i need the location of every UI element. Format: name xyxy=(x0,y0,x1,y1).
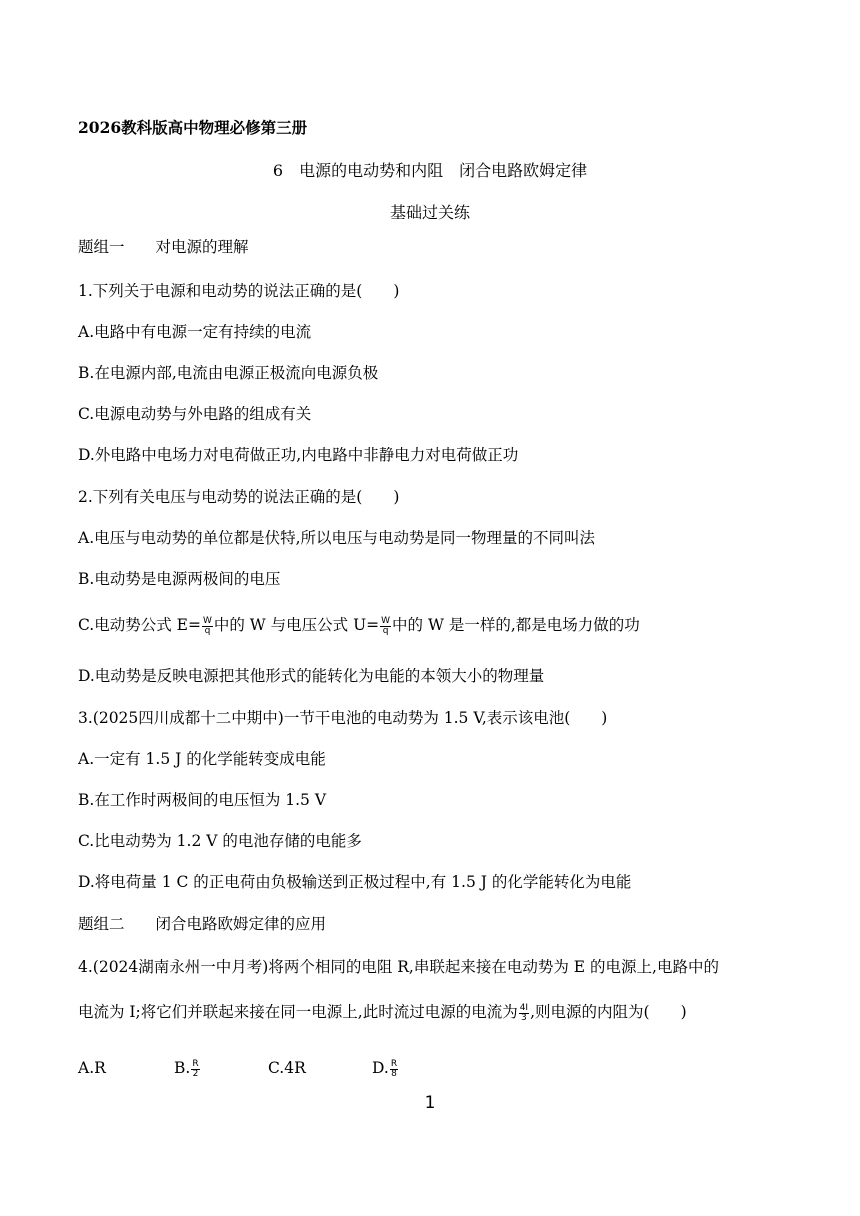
question-4-stem-line-1: 4.(2024湖南永州一中月考)将两个相同的电阻 R,串联起来接在电动势为 E 的电源上,电路中的 xyxy=(78,958,719,976)
page-number: 1 xyxy=(424,1093,436,1113)
question-1-option-a: A.电路中有电源一定有持续的电流 xyxy=(78,323,312,341)
fraction-numerator: 4I xyxy=(519,1002,529,1013)
question-4-option-b xyxy=(174,1058,201,1079)
question-4-option-a: A.R xyxy=(78,1059,106,1077)
question-1-option-c: C.电源电动势与外电路的组成有关 xyxy=(78,405,312,423)
stem-text-1: 电流为 I;将它们并联起来接在同一电源上,此时流过电源的电流为 xyxy=(78,1003,518,1021)
option-c-text-1: C.电动势公式 E= xyxy=(78,616,201,634)
question-1-stem: 1.下列关于电源和电动势的说法正确的是( ) xyxy=(78,282,400,300)
fraction-denominator: q xyxy=(204,625,211,636)
fraction-numerator: W xyxy=(202,615,212,626)
group-heading-1: 题组一 对电源的理解 xyxy=(78,238,249,256)
book-title: 2026教科版高中物理必修第三册 xyxy=(78,118,308,137)
exercise-subtitle: 基础过关练 xyxy=(389,203,470,222)
question-2-stem: 2.下列有关电压与电动势的说法正确的是( ) xyxy=(78,488,400,506)
fraction-w-over-q xyxy=(202,617,213,636)
question-1-option-b: B.在电源内部,电流由电源正极流向电源负极 xyxy=(78,364,379,382)
question-1-option-d: D.外电路中电场力对电荷做正功,内电路中非静电力对电荷做正功 xyxy=(78,446,519,464)
question-2-option-c xyxy=(78,615,640,636)
option-c-text-2: 中的 W 与电压公式 U= xyxy=(213,616,380,634)
fraction-4i-over-3 xyxy=(519,1004,529,1023)
fraction-r-over-2 xyxy=(191,1060,199,1079)
question-2-option-a: A.电压与电动势的单位都是伏特,所以电压与电动势是同一物理量的不同叫法 xyxy=(78,529,596,547)
fraction-denominator: 3 xyxy=(521,1012,527,1023)
question-4-option-d xyxy=(372,1058,399,1079)
fraction-denominator: 2 xyxy=(192,1068,199,1079)
fraction-denominator: 8 xyxy=(391,1068,397,1079)
question-3-option-a: A.一定有 1.5 J 的化学能转变成电能 xyxy=(78,750,326,768)
question-2-option-d: D.电动势是反映电源把其他形式的能转化为电能的本领大小的物理量 xyxy=(78,667,545,685)
fraction-numerator: R xyxy=(192,1058,199,1069)
stem-text-2: ,则电源的内阻为( ) xyxy=(530,1003,687,1021)
fraction-denominator: q xyxy=(382,625,389,636)
fraction-w-over-q xyxy=(380,617,391,636)
fraction-r-over-8 xyxy=(390,1060,398,1079)
question-2-option-b: B.电动势是电源两极间的电压 xyxy=(78,570,281,588)
fraction-numerator: W xyxy=(381,615,391,626)
section-title: 6 电源的电动势和内阻 闭合电路欧姆定律 xyxy=(272,161,588,180)
option-label: B. xyxy=(174,1059,191,1077)
option-label: D. xyxy=(372,1059,389,1077)
question-3-option-d: D.将电荷量 1 C 的正电荷由负极输送到正极过程中,有 1.5 J 的化学能转化为电能 xyxy=(78,873,632,891)
group-heading-2: 题组二 闭合电路欧姆定律的应用 xyxy=(78,915,327,933)
question-4-option-c: C.4R xyxy=(268,1059,306,1077)
fraction-numerator: R xyxy=(390,1058,398,1069)
question-3-option-c: C.比电动势为 1.2 V 的电池存储的电能多 xyxy=(78,832,362,850)
question-4-stem-line-2 xyxy=(78,1002,687,1023)
question-3-stem: 3.(2025四川成都十二中期中)一节干电池的电动势为 1.5 V,表示该电池( ) xyxy=(78,709,608,727)
option-c-text-3: 中的 W 是一样的,都是电场力做的功 xyxy=(392,616,640,634)
question-3-option-b: B.在工作时两极间的电压恒为 1.5 V xyxy=(78,791,327,809)
